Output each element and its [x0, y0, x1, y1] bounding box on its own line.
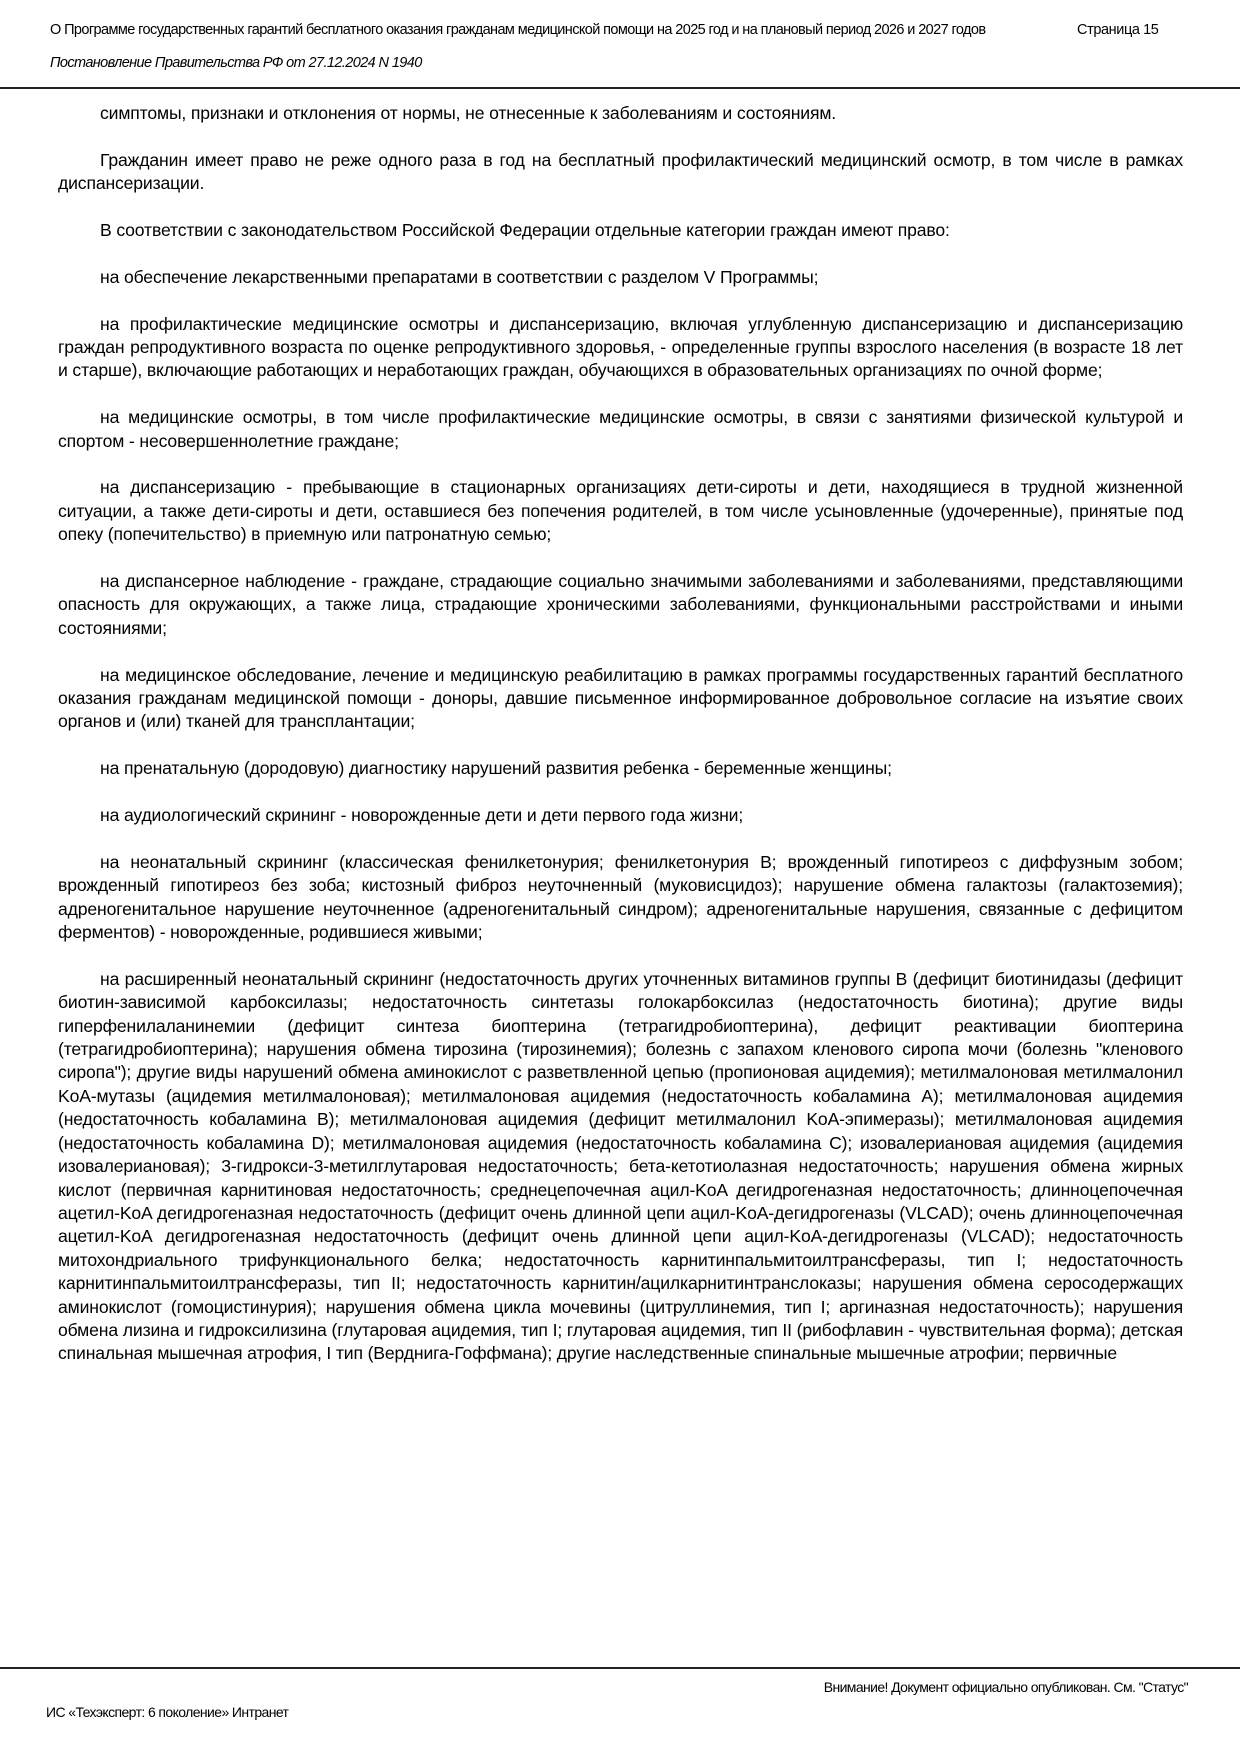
- system-name: ИС «Техэксперт: 6 поколение» Интранет: [46, 1704, 289, 1720]
- paragraph: на обеспечение лекарственными препаратами в соответствии с разделом V Программы;: [100, 266, 819, 287]
- document-body: [58, 102, 1183, 1366]
- paragraph: В соответствии с законодательством Российской Федерации отдельные категории граждан имеют право:: [100, 220, 950, 240]
- paragraph: на медицинские осмотры, в том числе профилактические медицинские осмотры, в связи с занятиями физической культурой и спортом - несовершеннолетние граждане;: [58, 407, 1183, 451]
- paragraph: на диспансерное наблюдение - граждане, страдающие социально значимыми заболеваниями и заболеваниями, представляющими опасность для окружающих, а также лица, страдающие хроническими заболеваниями, функциональными расстройствами и иными состояниями;: [58, 571, 1183, 638]
- paragraph: на медицинское обследование, лечение и медицинскую реабилитацию в рамках программы государственных гарантий бесплатного оказания гражданам медицинской помощи - доноры, давшие письменное информированное добровольное согласие на изъятие своих органов и (или) тканей для трансплантации;: [58, 664, 1183, 732]
- paragraph: на неонатальный скрининг (классическая фенилкетонурия; фенилкетонурия B; врожденный гипотиреоз с диффузным зобом; врожденный гипотиреоз без зоба; кистозный фиброз неуточненный (муковисцидоз); нарушение обмена галактозы (галактоземия); адреногенитальное нарушение неуточненное (адреногенитальный синдром); адреногенитальные нарушения, связанные с дефицитом ферментов) - новорожденные, родившиеся живыми;: [58, 851, 1183, 943]
- paragraph: на расширенный неонатальный скрининг (недостаточность других уточненных витаминов группы B (дефицит биотинидазы (дефицит биотин-зависимой карбоксилазы; недостаточность синтетазы голокарбоксилаз (недостаточность биотина); другие виды гиперфенилаланинемии (дефицит синтеза биоптерина (тетрагидробиоптерина), дефицит реактивации биоптерина (тетрагидробиоптерина); нарушения обмена тирозина (тирозинемия); болезнь с запахом кленового сиропа мочи (болезнь "кленового сиропа"); другие виды нарушений обмена аминокислот с разветвленной цепью (пропионовая ацидемия); метилмалоновая метилмалонил KoA-мутазы (ацидемия метилмалоновая); метилмалоновая ацидемия (недостаточность кобаламина A); метилмалоновая ацидемия (недостаточность кобаламина B); метилмалоновая ацидемия (дефицит метилмалонил KoA-эпимеразы); метилмалоновая ацидемия (недостаточность кобаламина D); метилмалоновая ацидемия (недостаточность кобаламина C); изовалериановая ацидемия (ацидемия изовалериановая); 3-гидрокси-3-метилглутаровая недостаточность; бета-кетотиолазная недостаточность; нарушения обмена жирных кислот (первичная карнитиновая недостаточность; среднецепочечная ацил-KoA дегидрогеназная недостаточность; длинноцепочечная ацетил-KoA дегидрогеназная недостаточность (дефицит очень длинной цепи ацил-KoA-дегидрогеназы (VLCAD); очень длинноцепочечная ацетил-KoA дегидрогеназная недостаточность (дефицит очень длинной цепи ацил-KoA-дегидрогеназы (VLCAD); недостаточность митохондриального трифункционального белка; недостаточность карнитинпальмитоилтрансферазы, тип I; недостаточность карнитинпальмитоилтрансферазы, тип II; недостаточность карнитин/ацилкарнитинтранслоказы; нарушения обмена серосодержащих аминокислот (гомоцистинурия); нарушения обмена цикла мочевины (цитруллинемия, тип I; аргиназная недостаточность); нарушения обмена лизина и гидроксилизина (глутаровая ацидемия, тип I; глутаровая ацидемия, тип II (рибофлавин - чувствительная форма); детская спинальная мышечная атрофия, I тип (Верднига-Гоффмана); другие наследственные спинальные мышечные атрофии; первичные: [58, 968, 1183, 1364]
- header-divider: [0, 87, 1240, 89]
- publication-status-notice: Внимание! Документ официально опубликован. См. "Статус": [823, 1679, 1188, 1695]
- paragraph: на диспансеризацию - пребывающие в стационарных организациях дети-сироты и дети, находящиеся в трудной жизненной ситуации, а также дети-сироты и дети, оставшиеся без попечения родителей, в том числе усыновленные (удочеренные), принятые под опеку (попечительство) в приемную или патронатную семью;: [58, 477, 1183, 545]
- footer-divider: [0, 1667, 1240, 1669]
- paragraph: на аудиологический скрининг - новорожденные дети и дети первого года жизни;: [100, 805, 744, 826]
- paragraph: на пренатальную (дородовую) диагностику нарушений развития ребенка - беременные женщины;: [100, 758, 892, 779]
- paragraph: симптомы, признаки и отклонения от нормы, не отнесенные к заболеваниям и состояниям.: [100, 103, 837, 123]
- page-number: Страница 15: [1077, 22, 1159, 38]
- document-subtitle: Постановление Правительства РФ от 27.12.2024 N 1940: [50, 55, 422, 71]
- paragraph: на профилактические медицинские осмотры и диспансеризацию, включая углубленную диспансеризацию и диспансеризацию граждан репродуктивного возраста по оценке репродуктивного здоровья, - определенные группы взрослого населения (в возрасте 18 лет и старше), включающие работающих и неработающих граждан, обучающихся в образовательных организациях по очной форме;: [58, 313, 1183, 381]
- paragraph: Гражданин имеет право не реже одного раза в год на бесплатный профилактический медицинский осмотр, в том числе в рамках диспансеризации.: [58, 149, 1183, 194]
- document-title: О Программе государственных гарантий бесплатного оказания гражданам медицинской помощи на 2025 год и на плановый период 2026 и 2027 годов: [50, 22, 986, 38]
